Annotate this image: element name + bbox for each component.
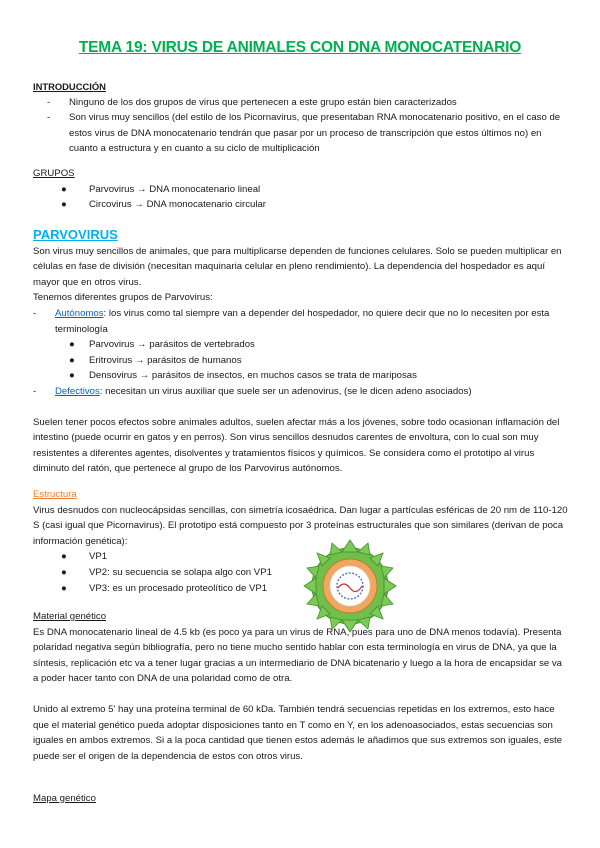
bullet-icon: ●: [69, 339, 75, 351]
material-paragraph-1: Es DNA monocatenario lineal de 4.5 kb (es poco ya para un virus de RNA, pues para uno de DNA menos todavía). Presenta polaridad negativa según bibliografía, pero no tiene mucho sentido hablar con esta terminología en virus de DNA, ya que la síntesis, replicación etc va a tener lugar gracias a un intermediario de DNA bicatenario y luego a la hora de encapsidar se va a poder hacer tanto con DNA de una polaridad como de otra.: [33, 626, 563, 685]
bullet-icon: ●: [69, 354, 75, 366]
intro-item-text: Son virus muy sencillos (del estilo de los Picornavirus, que presentaban RNA monocatenario positivo, en el caso de estos virus de DNA monocatenario tendrán que pasar por un proceso de transcripción que estos últimos no) en cuanto a estructura y en cuanto a su ciclo de multiplicación: [69, 112, 561, 155]
grupos-item: [33, 182, 568, 198]
parvovirus-intro: Son virus muy sencillos de animales, que para multiplicarse dependen de funciones celulares. Solo se pueden multiplicar en células en fase de división (necesitan maquinaria celular en pleno rendimiento). La dependencia del hospedador es aquí mayor que en otros virus.: [33, 245, 562, 288]
material-section: [33, 609, 568, 764]
mapa-section: [33, 791, 568, 807]
bullet-icon: ●: [61, 551, 67, 563]
intro-item: [33, 95, 568, 111]
autonomos-subitem-text: Parvovirus → parásitos de vertebrados: [89, 339, 255, 351]
autonomos-link[interactable]: Autónomos: [55, 307, 104, 319]
grupos-item-text: Parvovirus → DNA monocatenario lineal: [89, 183, 261, 195]
intro-item-text: Ninguno de los dos grupos de virus que pertenecen a este grupo están bien caracterizados: [69, 96, 457, 108]
dash-marker: -: [33, 307, 37, 319]
grupos-heading: GRUPOS: [33, 168, 75, 179]
intro-item: [33, 110, 568, 157]
protein-item-text: VP2: su secuencia se solapa algo con VP1: [89, 566, 272, 578]
dash-marker: -: [33, 385, 37, 397]
autonomos-text: : los virus como tal siempre van a depender del hospedador, no quiere decir que no lo necesiten por esta terminología: [55, 307, 550, 335]
intro-heading: INTRODUCCIÓN: [33, 81, 106, 92]
autonomos-subitem-text: Densovirus → parásitos de insectos, en muchos casos se trata de mariposas: [89, 370, 417, 382]
dash-marker: -: [47, 112, 51, 124]
protein-item-text: VP1: [89, 551, 108, 563]
autonomos-subitem-text: Eritrovirus → parásitos de humanos: [89, 354, 242, 366]
defectivos-text: : necesitan un virus auxiliar que suele ser un adenovirus, (se le dicen adeno asociados): [99, 385, 472, 397]
dash-marker: -: [47, 96, 51, 108]
grupos-section: [33, 166, 568, 213]
bullet-icon: ●: [69, 370, 75, 382]
intro-section: [33, 79, 568, 157]
page-title: TEMA 19: VIRUS DE ANIMALES CON DNA MONOCATENARIO: [78, 39, 522, 56]
capsid-core: [330, 566, 370, 606]
grupos-item-text: Circovirus → DNA monocatenario circular: [89, 199, 267, 211]
parvovirus-groups-line: Tenemos diferentes grupos de Parvovirus:: [33, 292, 213, 304]
autonomos-subitem: [33, 353, 568, 369]
parvovirus-effects: Suelen tener pocos efectos sobre animales adultos, suelen afectar más a los jóvenes, sobre todo ocasionan inflamación del intestino (puede ocurrir en gatos y en perros). Son virus sencillos desnudos carentes de envoltura, con lo cual son muy resistentes a diferentes agentes, disolventes y tratamientos físicos y químicos. Se considera como el prototipo al virus diminuto del ratón, que pertenece al grupo de los Parvovirus autónomos.: [33, 416, 560, 475]
defectivos-link[interactable]: Defectivos: [55, 385, 100, 397]
material-paragraph-2: Unido al extremo 5' hay una proteína terminal de 60 kDa. También tendrá secuencias repetidas en los extremos, esto hace que el material genético pueda adoptar disposiciones tanto en T como en Y, en los adenoasociados, estas secuencias son iguales en ambos extremos. Si a la poca cantidad que tienen estos además le añadimos que sus extremos son iguales, este puede ser el origen de la dependencia de estos con otros virus.: [33, 703, 563, 762]
bullet-icon: ●: [61, 582, 67, 594]
autonomos-subitem: [33, 368, 568, 384]
bullet-icon: ●: [61, 566, 67, 578]
autonomos-subitem: [33, 337, 568, 353]
mapa-heading: Mapa genético: [33, 793, 96, 804]
bullet-icon: ●: [61, 199, 67, 211]
defectivos-item: [33, 384, 568, 400]
material-heading: Material genético: [33, 611, 107, 622]
grupos-item: [33, 197, 568, 213]
protein-item-text: VP3: es un procesado proteolítico de VP1: [89, 582, 268, 594]
estructura-heading: Estructura: [33, 489, 77, 500]
estructura-text: Virus desnudos con nucleocápsidas sencillas, con simetría icosaédrica. Dan lugar a partículas esféricas de 20 nm de 110-120 S (casi igual que Picornavirus). El prototipo está compuesto por 3 proteínas estructurales que son similares (derivan de poca información genética):: [33, 504, 568, 547]
parvovirus-heading: PARVOVIRUS: [33, 227, 118, 242]
bullet-icon: ●: [61, 183, 67, 195]
autonomos-item: [33, 306, 568, 337]
parvovirus-section: [33, 227, 568, 477]
